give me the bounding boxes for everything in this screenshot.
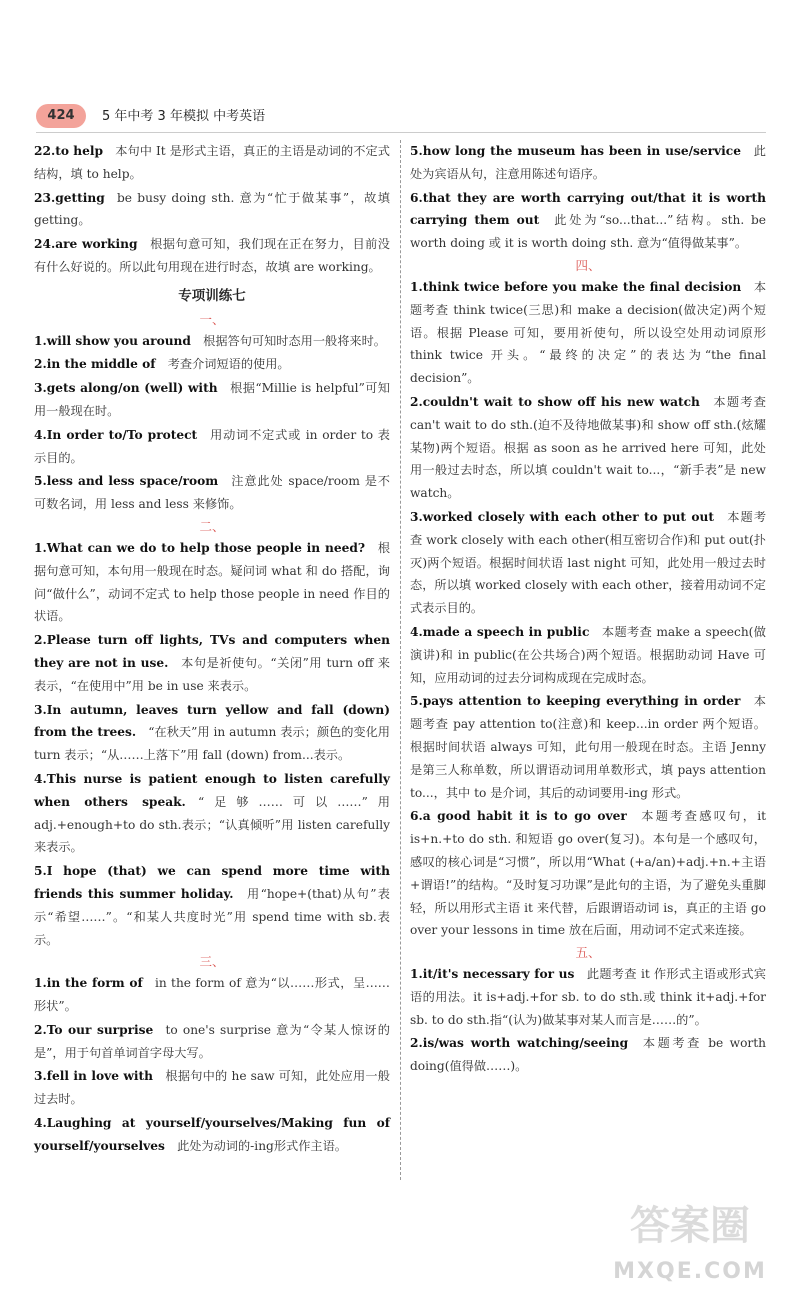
answer-explanation: 根据句意可知，本句用一般现在时态。疑问词 what 和 do 搭配，询问“做什么”，动词不定式 to help those people in need 作目的状语。 [34, 540, 391, 624]
answer-item [410, 805, 766, 942]
answer-item [34, 377, 390, 423]
answer-item [34, 537, 390, 628]
answer-key: 24.are working [34, 237, 138, 252]
answer-item [34, 470, 390, 516]
answer-item [410, 963, 766, 1031]
watermark-logo [590, 1194, 790, 1284]
column-divider [400, 140, 401, 1180]
answer-explanation: 本题考查感叹句，it is+n.+to do sth. 和短语 go over(复习)。本句是一个感叹句，感叹的核心词是“习惯”，所以用“What (+a/an)+adj.+n.+主语+谓语!”的结构。“及时复习功课”是此句的主语，为了避免头重脚轻，所以用形式主语 it 来代替，后跟谓语动词 is，真正的主语 go over your lessons in time 放在后面，用动词不定式来连接。 [410, 809, 766, 938]
answer-key: 3.worked closely with each other to put out [410, 509, 715, 524]
answer-item [34, 140, 390, 186]
section-title: 专项训练七 [178, 287, 246, 304]
answer-explanation: 根据“Millie is helpful”可知用一般现在时。 [34, 381, 390, 418]
answer-key: 5.pays attention to keeping everything in order [410, 694, 741, 709]
answer-key: 3.fell in love with [34, 1069, 154, 1084]
answer-key: 2.is/was worth watching/seeing [410, 1036, 629, 1051]
answer-key: 2.in the middle of [34, 357, 156, 372]
answer-explanation: be busy doing sth. 意为“忙于做某事”，故填 getting。 [34, 190, 390, 228]
right-column [410, 140, 766, 1079]
answer-explanation: 此处为动词的-ing形式作主语。 [177, 1138, 347, 1153]
answer-item [34, 699, 390, 767]
answer-explanation: “足够……可以……”用 adj.+enough+to do sth.表示；“认真倾听”用 listen carefully 来表示。 [34, 794, 390, 855]
answer-item [410, 140, 766, 186]
answer-key: 23.getting [34, 190, 105, 205]
answer-key: 4.made a speech in public [410, 624, 590, 639]
answer-item [410, 506, 766, 620]
answer-key: 3.gets along/on (well) with [34, 381, 218, 396]
answer-key: 5.how long the museum has been in use/service [410, 144, 741, 158]
answer-explanation: 用动词不定式或 in order to 表示目的。 [34, 427, 390, 465]
answer-item [34, 972, 390, 1018]
answer-key: 6.a good habit it is to go over [410, 809, 627, 824]
answer-key: 22.to help [34, 144, 104, 158]
page-number: 424 [36, 104, 86, 128]
answer-key: 5.I hope (that) we can spend more time with friends this summer holiday. [34, 864, 390, 901]
answer-item [410, 1032, 766, 1078]
answer-item [410, 690, 766, 804]
answer-item [410, 391, 766, 505]
part-heading-4: 四、 [575, 257, 601, 273]
answer-explanation: 本题考查 pay attention to(注意)和 keep...in order 两个短语。根据时间状语 always 可知，此句用一般现在时态。主语 Jenny 是第三人称单数，所以谓语动词用单数形式，填 pays attention to...，其中 to 是介词，其后的动词要用-ing 形式。 [410, 694, 766, 800]
answer-explanation: 本句是祈使句。“关闭”用 turn off 来表示，“在使用中”用 be in use 来表示。 [34, 655, 390, 693]
part-heading-5: 五、 [575, 945, 601, 961]
answer-item [410, 621, 766, 689]
answer-key: 1.in the form of [34, 976, 143, 991]
answer-key: 2.Please turn off lights, TVs and computers when they are not in use. [34, 633, 390, 670]
answer-item [34, 187, 390, 233]
answer-item [34, 353, 390, 376]
book-title: 5 年中考 3 年模拟 中考英语 [102, 109, 266, 124]
page-header [0, 96, 800, 136]
answer-item [34, 629, 390, 697]
answer-explanation: 此处为宾语从句，注意用陈述句语序。 [410, 144, 766, 181]
watermark-top: 答案圈 [630, 1203, 750, 1249]
answer-item [34, 860, 390, 951]
answer-explanation: 本题考查 think twice(三思)和 make a decision(做决定)两个短语。根据 Please 可知，要用祈使句，所以设空处用动词原形 think twice 开头。“最终的决定”的表达为“the final decision”。 [410, 279, 767, 386]
answer-key: 2.To our surprise [34, 1022, 154, 1037]
answer-explanation: 根据句意可知，我们现在正在努力，目前没有什么好说的。所以此句用现在进行时态，故填 are working。 [34, 237, 390, 274]
answer-key: 4.Laughing at yourself/yourselves/Making fun of yourself/yourselves [34, 1116, 390, 1153]
answer-key: 1.will show you around [34, 333, 191, 348]
answer-item [34, 424, 390, 470]
answer-explanation: to one's surprise 意为“令某人惊讶的是”，用于句首单词首字母大写。 [34, 1022, 390, 1060]
part-heading-1: 一、 [199, 311, 225, 327]
answer-item [34, 1065, 390, 1111]
answer-item [34, 233, 390, 279]
answer-key: 1.it/it's necessary for us [410, 967, 575, 982]
answer-key: 6.that they are worth carrying out/that it is worth carrying them out [410, 190, 766, 228]
answer-item [34, 1019, 390, 1065]
answer-key: 1.think twice before you make the final decision [410, 279, 742, 294]
answer-explanation: 注意此处 space/room 是不可数名词，用 less and less 来修饰。 [34, 474, 390, 512]
left-column [34, 140, 390, 1159]
answer-explanation: 用“hope+(that)从句”表示“希望……”。“和某人共度时光”用 spend time with sb.表示。 [34, 886, 390, 947]
answer-explanation: in the form of 意为“以……形式，呈……形状”。 [34, 976, 390, 1014]
answer-explanation: 考查介词短语的使用。 [167, 357, 290, 372]
answer-item [410, 187, 766, 255]
answer-item [410, 276, 766, 390]
watermark-url: MXQE.COM [613, 1259, 767, 1284]
answer-key: 1.What can we do to help those people in need? [34, 540, 366, 555]
header-rule [36, 132, 766, 133]
answer-explanation: 本题考查 make a speech(做演讲)和 in public(在公共场合)两个短语。根据助动词 Have 可知，应用动词的过去分词构成现在完成时态。 [410, 624, 766, 685]
answer-item [34, 768, 390, 859]
answer-item [34, 1112, 390, 1158]
answer-key: 3.In autumn, leaves turn yellow and fall (down) from the trees. [34, 702, 390, 740]
part-heading-2: 二、 [199, 518, 225, 534]
part-heading-3: 三、 [199, 954, 225, 970]
answer-explanation: “在秋天”用 in autumn 表示；颜色的变化用 turn 表示；“从……上落下”用 fall (down) from...表示。 [34, 725, 390, 763]
answer-item [34, 330, 390, 353]
answer-explanation: 本题考查 be worth doing(值得做……)。 [410, 1036, 766, 1074]
answer-explanation: 此题考查 it 作形式主语或形式宾语的用法。it is+adj.+for sb. to do sth.或 think it+adj.+for sb. to do sth.指“(认为)做某事对某人而言是……的”。 [410, 967, 766, 1027]
answer-explanation: 本题考查 can't wait to do sth.(迫不及待地做某事)和 show off sth.(炫耀某物)两个短语。根据 as soon as he arrived here 可知，此处用一般过去时态，所以填 couldn't wait to...，“新手表”是 new watch。 [410, 394, 766, 501]
answer-explanation: 此处为“so...that...”结构。sth. be worth doing 或 it is worth doing sth. 意为“值得做某事”。 [410, 213, 766, 251]
answer-key: 2.couldn't wait to show off his new watch [410, 394, 700, 409]
answer-explanation: 根据答句可知时态用一般将来时。 [203, 333, 386, 348]
answer-explanation: 本句中 It 是形式主语，真正的主语是动词的不定式结构，填 to help。 [34, 144, 390, 181]
answer-key: 5.less and less space/room [34, 474, 219, 489]
answer-explanation: 根据句中的 he saw 可知，此处应用一般过去时。 [34, 1069, 390, 1107]
answer-key: 4.In order to/To protect [34, 427, 198, 442]
answer-key: 4.This nurse is patient enough to listen carefully when others speak. [34, 771, 390, 809]
answer-explanation: 本题考查 work closely with each other(相互密切合作)和 put out(扑灭)两个短语。根据时间状语 last night 可知，此处用一般过去时态，所以填 worked closely with each other，接着用动词不定式表示目的。 [410, 509, 767, 616]
